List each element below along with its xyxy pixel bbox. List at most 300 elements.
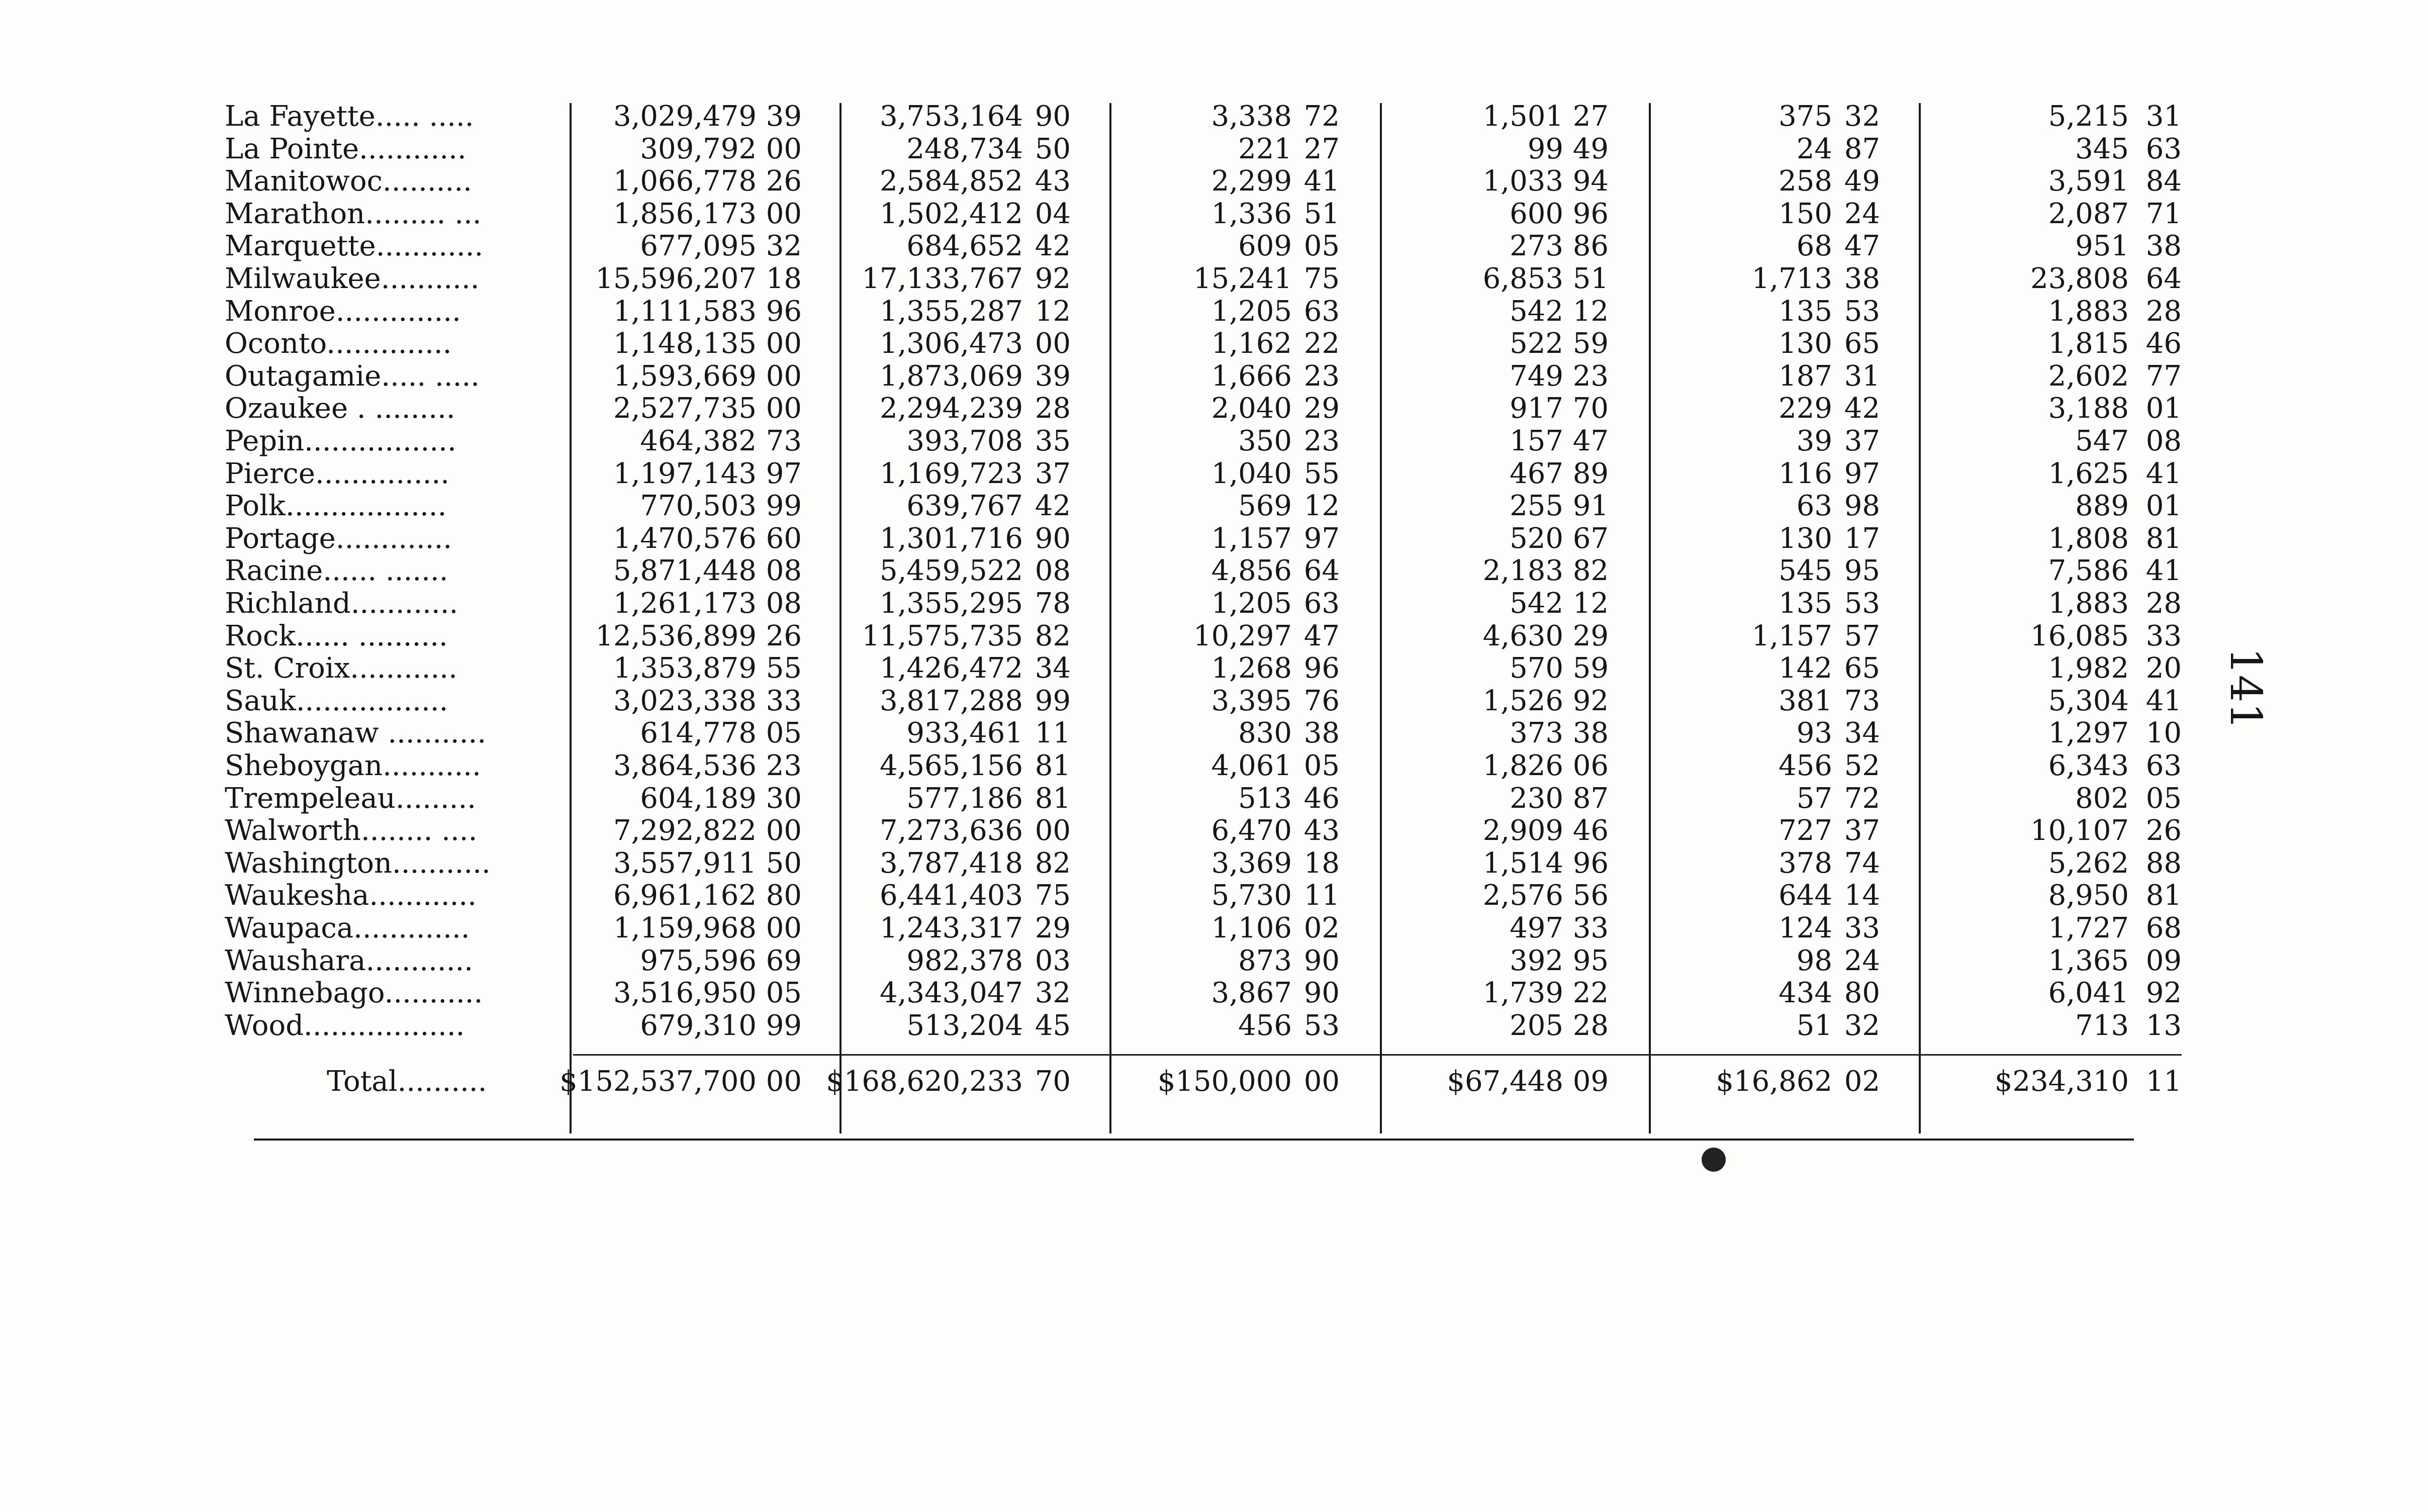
table-cell-cents: 87 — [1572, 782, 1609, 815]
table-cell-dollars: 2,040 — [1211, 392, 1292, 425]
table-cell-cents: 10 — [2145, 717, 2182, 750]
table-cell-cents: 82 — [1035, 619, 1071, 652]
table-cell-cents: 99 — [766, 490, 802, 523]
table-cell-cents: 49 — [1572, 132, 1609, 165]
table-cell-dollars: 51 — [1796, 1009, 1832, 1042]
county-name: Oconto.............. — [225, 328, 452, 360]
table-cell-cents: 33 — [2145, 619, 2182, 652]
table-cell-dollars: 520 — [1510, 522, 1563, 555]
table-cell-dollars: 933,461 — [906, 717, 1023, 750]
table-cell-dollars: 577,186 — [906, 782, 1023, 815]
table-cell-cents: 29 — [1303, 392, 1340, 425]
table-cell-cents: 00 — [766, 359, 802, 393]
table-cell-dollars: 345 — [2075, 132, 2129, 165]
table-cell-cents: 56 — [1572, 879, 1609, 912]
table-cell-dollars: 373 — [1510, 717, 1563, 750]
table-cell-dollars: 6,041 — [2048, 977, 2129, 1010]
table-cell-dollars: 5,215 — [2048, 100, 2129, 133]
table-cell-dollars: 982,378 — [906, 944, 1023, 977]
total-cell-dollars: $16,862 — [1716, 1065, 1832, 1098]
total-cell-cents: 09 — [1572, 1065, 1609, 1098]
table-cell-cents: 82 — [1035, 846, 1071, 880]
county-name: Monroe.............. — [225, 295, 461, 328]
table-cell-cents: 01 — [2145, 490, 2182, 523]
table-cell-dollars: 4,343,047 — [879, 977, 1023, 1010]
table-cell-cents: 81 — [2145, 522, 2182, 555]
table-cell-dollars: 99 — [1527, 132, 1563, 165]
table-cell-dollars: 3,864,536 — [613, 749, 757, 782]
table-cell-dollars: 497 — [1510, 912, 1563, 944]
total-cell-cents: 02 — [1844, 1065, 1880, 1098]
table-cell-cents: 26 — [766, 619, 802, 652]
table-cell-cents: 43 — [1303, 814, 1340, 847]
table-cell-cents: 00 — [766, 132, 802, 165]
table-cell-cents: 50 — [1035, 132, 1071, 165]
table-cell-cents: 38 — [1572, 717, 1609, 750]
table-cell-cents: 73 — [766, 425, 802, 457]
table-cell-cents: 24 — [1844, 197, 1880, 230]
table-cell-dollars: 3,591 — [2048, 165, 2129, 198]
table-cell-cents: 47 — [1844, 230, 1880, 263]
table-cell-dollars: 3,188 — [2048, 392, 2129, 425]
county-name: Shawanaw ........... — [225, 717, 487, 750]
table-cell-dollars: 3,369 — [1211, 846, 1292, 880]
table-cell-dollars: 3,338 — [1211, 100, 1292, 133]
table-cell-dollars: 1,883 — [2048, 587, 2129, 620]
table-cell-dollars: 3,557,911 — [613, 846, 757, 880]
table-cell-dollars: 975,596 — [640, 944, 757, 977]
table-cell-dollars: 802 — [2075, 782, 2129, 815]
county-name: Ozaukee . ......... — [225, 393, 455, 425]
county-name: Wood.................. — [225, 1009, 465, 1042]
table-cell-dollars: 8,950 — [2048, 879, 2129, 912]
county-name: Richland............ — [225, 588, 458, 620]
county-name: Portage............. — [225, 522, 452, 555]
total-cell-dollars: $152,537,700 — [559, 1065, 757, 1098]
county-name: Marquette............ — [225, 230, 484, 263]
table-cell-dollars: 309,792 — [640, 132, 757, 165]
table-cell-cents: 81 — [2145, 879, 2182, 912]
table-cell-cents: 97 — [1844, 457, 1880, 490]
county-name: Polk.................. — [225, 490, 447, 523]
table-cell-cents: 05 — [1303, 230, 1340, 263]
table-cell-cents: 23 — [1303, 359, 1340, 393]
table-cell-cents: 08 — [1035, 554, 1071, 588]
table-cell-dollars: 350 — [1238, 425, 1292, 457]
table-cell-cents: 91 — [1572, 490, 1609, 523]
table-cell-dollars: 157 — [1510, 425, 1563, 457]
table-cell-dollars: 255 — [1510, 490, 1563, 523]
table-cell-cents: 42 — [1035, 230, 1071, 263]
table-cell-cents: 08 — [766, 554, 802, 588]
table-cell-cents: 53 — [1844, 587, 1880, 620]
table-cell-cents: 97 — [766, 457, 802, 490]
table-cell-cents: 63 — [2145, 749, 2182, 782]
table-cell-dollars: 1,873,069 — [879, 359, 1023, 393]
table-cell-dollars: 1,066,778 — [613, 165, 757, 198]
table-cell-cents: 90 — [1303, 944, 1340, 977]
table-cell-dollars: 1,033 — [1482, 165, 1563, 198]
table-cell-dollars: 684,652 — [906, 230, 1023, 263]
table-cell-cents: 22 — [1303, 327, 1340, 360]
table-cell-cents: 30 — [766, 782, 802, 815]
table-cell-cents: 38 — [1303, 717, 1340, 750]
table-cell-dollars: 770,503 — [640, 490, 757, 523]
table-cell-dollars: 3,395 — [1211, 684, 1292, 717]
county-name: Pepin................. — [225, 425, 456, 457]
table-cell-cents: 01 — [2145, 392, 2182, 425]
table-cell-cents: 70 — [1572, 392, 1609, 425]
table-cell-dollars: 1,169,723 — [879, 457, 1023, 490]
table-cell-dollars: 1,268 — [1211, 652, 1292, 685]
table-cell-dollars: 221 — [1238, 132, 1292, 165]
table-cell-cents: 32 — [1844, 1009, 1880, 1042]
table-cell-dollars: 1,205 — [1211, 295, 1292, 328]
county-name: Waushara............ — [225, 944, 474, 977]
table-cell-dollars: 4,061 — [1211, 749, 1292, 782]
table-cell-dollars: 1,355,295 — [879, 587, 1023, 620]
table-cell-cents: 17 — [1844, 522, 1880, 555]
table-cell-dollars: 2,299 — [1211, 165, 1292, 198]
table-cell-cents: 43 — [1035, 165, 1071, 198]
table-cell-dollars: 1,205 — [1211, 587, 1292, 620]
table-cell-cents: 46 — [1572, 814, 1609, 847]
table-cell-dollars: 1,713 — [1751, 262, 1832, 295]
table-cell-dollars: 604,189 — [640, 782, 757, 815]
table-cell-dollars: 7,292,822 — [613, 814, 757, 847]
table-cell-cents: 52 — [1844, 749, 1880, 782]
column-rule — [1109, 103, 1111, 1133]
table-cell-cents: 05 — [766, 977, 802, 1010]
table-cell-dollars: 3,817,288 — [879, 684, 1023, 717]
table-cell-cents: 26 — [766, 165, 802, 198]
table-cell-dollars: 375 — [1779, 100, 1832, 133]
table-cell-dollars: 1,261,173 — [613, 587, 757, 620]
county-name: Manitowoc.......... — [225, 165, 472, 198]
table-cell-cents: 02 — [1303, 912, 1340, 944]
table-cell-dollars: 3,023,338 — [613, 684, 757, 717]
total-cell-dollars: $150,000 — [1157, 1065, 1292, 1098]
table-cell-dollars: 727 — [1779, 814, 1832, 847]
table-cell-cents: 05 — [766, 717, 802, 750]
table-cell-dollars: 1,808 — [2048, 522, 2129, 555]
table-cell-dollars: 1,666 — [1211, 359, 1292, 393]
table-cell-cents: 92 — [1035, 262, 1071, 295]
table-cell-cents: 33 — [766, 684, 802, 717]
table-cell-cents: 96 — [1572, 846, 1609, 880]
table-cell-cents: 00 — [766, 327, 802, 360]
table-cell-cents: 24 — [1844, 944, 1880, 977]
table-cell-cents: 80 — [1844, 977, 1880, 1010]
table-cell-dollars: 393,708 — [906, 425, 1023, 457]
table-cell-cents: 23 — [766, 749, 802, 782]
table-cell-dollars: 248,734 — [906, 132, 1023, 165]
table-cell-cents: 50 — [766, 846, 802, 880]
table-cell-cents: 38 — [1844, 262, 1880, 295]
table-cell-dollars: 570 — [1510, 652, 1563, 685]
table-cell-cents: 39 — [1035, 359, 1071, 393]
table-cell-dollars: 3,867 — [1211, 977, 1292, 1010]
table-cell-cents: 37 — [1844, 425, 1880, 457]
table-cell-dollars: 124 — [1779, 912, 1832, 944]
table-cell-cents: 32 — [1035, 977, 1071, 1010]
table-cell-cents: 23 — [1303, 425, 1340, 457]
table-cell-cents: 09 — [2145, 944, 2182, 977]
table-cell-dollars: 116 — [1779, 457, 1832, 490]
table-cell-dollars: 569 — [1238, 490, 1292, 523]
table-cell-dollars: 6,343 — [2048, 749, 2129, 782]
table-cell-dollars: 150 — [1779, 197, 1832, 230]
table-cell-cents: 05 — [1303, 749, 1340, 782]
table-cell-cents: 31 — [2145, 100, 2182, 133]
ink-blot — [1702, 1148, 1726, 1172]
table-cell-dollars: 542 — [1510, 295, 1563, 328]
table-cell-dollars: 545 — [1779, 554, 1832, 588]
county-name: Milwaukee........... — [225, 263, 480, 295]
table-cell-dollars: 1,040 — [1211, 457, 1292, 490]
table-cell-cents: 88 — [2145, 846, 2182, 880]
table-cell-cents: 57 — [1844, 619, 1880, 652]
county-name: Rock...... .......... — [225, 620, 448, 652]
table-cell-cents: 86 — [1572, 230, 1609, 263]
table-cell-cents: 29 — [1572, 619, 1609, 652]
table-cell-cents: 73 — [1844, 684, 1880, 717]
table-cell-dollars: 39 — [1796, 425, 1832, 457]
table-cell-cents: 00 — [1035, 327, 1071, 360]
table-cell-dollars: 1,856,173 — [613, 197, 757, 230]
table-cell-dollars: 2,909 — [1482, 814, 1563, 847]
table-cell-dollars: 3,029,479 — [613, 100, 757, 133]
table-cell-cents: 71 — [2145, 197, 2182, 230]
table-cell-cents: 51 — [1572, 262, 1609, 295]
table-cell-cents: 84 — [2145, 165, 2182, 198]
table-cell-dollars: 5,730 — [1211, 879, 1292, 912]
table-cell-dollars: 614,778 — [640, 717, 757, 750]
table-cell-cents: 99 — [1035, 684, 1071, 717]
table-cell-dollars: 1,159,968 — [613, 912, 757, 944]
table-cell-cents: 11 — [1303, 879, 1340, 912]
table-cell-cents: 08 — [2145, 425, 2182, 457]
table-cell-cents: 49 — [1844, 165, 1880, 198]
table-cell-dollars: 187 — [1779, 359, 1832, 393]
table-cell-dollars: 2,294,239 — [879, 392, 1023, 425]
table-cell-cents: 34 — [1844, 717, 1880, 750]
county-name: Sheboygan........... — [225, 750, 481, 782]
table-cell-cents: 27 — [1303, 132, 1340, 165]
table-cell-dollars: 4,630 — [1482, 619, 1563, 652]
county-name: Sauk................. — [225, 685, 448, 717]
county-name: Marathon......... ... — [225, 198, 482, 230]
table-cell-cents: 72 — [1844, 782, 1880, 815]
table-cell-dollars: 392 — [1510, 944, 1563, 977]
column-rule — [570, 103, 572, 1133]
table-cell-cents: 90 — [1303, 977, 1340, 1010]
table-cell-cents: 23 — [1572, 359, 1609, 393]
table-cell-cents: 37 — [1844, 814, 1880, 847]
table-cell-cents: 96 — [766, 295, 802, 328]
table-cell-dollars: 513,204 — [906, 1009, 1023, 1042]
table-cell-dollars: 889 — [2075, 490, 2129, 523]
table-cell-cents: 41 — [2145, 684, 2182, 717]
table-cell-dollars: 522 — [1510, 327, 1563, 360]
table-cell-dollars: 1,739 — [1482, 977, 1563, 1010]
table-cell-dollars: 2,527,735 — [613, 392, 757, 425]
table-cell-dollars: 12,536,899 — [595, 619, 757, 652]
table-cell-cents: 12 — [1572, 587, 1609, 620]
table-cell-dollars: 464,382 — [640, 425, 757, 457]
total-cell-cents: 11 — [2145, 1065, 2182, 1098]
table-cell-dollars: 677,095 — [640, 230, 757, 263]
table-cell-cents: 18 — [766, 262, 802, 295]
table-cell-cents: 95 — [1572, 944, 1609, 977]
table-cell-dollars: 1,301,716 — [879, 522, 1023, 555]
table-cell-dollars: 2,183 — [1482, 554, 1563, 588]
table-cell-cents: 75 — [1303, 262, 1340, 295]
column-rule — [1919, 103, 1921, 1133]
table-cell-cents: 90 — [1035, 522, 1071, 555]
table-cell-cents: 81 — [1035, 749, 1071, 782]
county-name: Walworth........ .... — [225, 815, 478, 847]
table-cell-cents: 20 — [2145, 652, 2182, 685]
table-cell-dollars: 1,526 — [1482, 684, 1563, 717]
table-cell-dollars: 456 — [1779, 749, 1832, 782]
table-cell-cents: 82 — [1572, 554, 1609, 588]
total-cell-cents: 00 — [766, 1065, 802, 1098]
table-cell-cents: 87 — [1844, 132, 1880, 165]
table-cell-cents: 12 — [1303, 490, 1340, 523]
table-cell-cents: 63 — [2145, 132, 2182, 165]
table-cell-cents: 32 — [766, 230, 802, 263]
table-cell-cents: 96 — [1303, 652, 1340, 685]
table-cell-cents: 08 — [766, 587, 802, 620]
table-cell-dollars: 3,787,418 — [879, 846, 1023, 880]
table-cell-cents: 77 — [2145, 359, 2182, 393]
table-cell-dollars: 951 — [2075, 230, 2129, 263]
table-cell-dollars: 3,753,164 — [879, 100, 1023, 133]
table-cell-cents: 06 — [1572, 749, 1609, 782]
table-cell-dollars: 644 — [1779, 879, 1832, 912]
table-cell-dollars: 456 — [1238, 1009, 1292, 1042]
table-cell-cents: 98 — [1844, 490, 1880, 523]
table-cell-dollars: 1,982 — [2048, 652, 2129, 685]
table-cell-cents: 12 — [1572, 295, 1609, 328]
table-cell-dollars: 68 — [1796, 230, 1832, 263]
table-cell-dollars: 381 — [1779, 684, 1832, 717]
table-cell-cents: 90 — [1035, 100, 1071, 133]
table-cell-dollars: 7,586 — [2048, 554, 2129, 588]
table-cell-dollars: 16,085 — [2030, 619, 2129, 652]
total-cell-cents: 70 — [1035, 1065, 1071, 1098]
table-cell-cents: 29 — [1035, 912, 1071, 944]
table-cell-dollars: 11,575,735 — [862, 619, 1023, 652]
table-cell-cents: 76 — [1303, 684, 1340, 717]
table-cell-cents: 89 — [1572, 457, 1609, 490]
county-name: St. Croix............ — [225, 652, 457, 685]
table-cell-cents: 92 — [2145, 977, 2182, 1010]
table-cell-cents: 55 — [766, 652, 802, 685]
table-cell-cents: 59 — [1572, 652, 1609, 685]
table-cell-cents: 37 — [1035, 457, 1071, 490]
table-cell-cents: 38 — [2145, 230, 2182, 263]
table-cell-cents: 39 — [766, 100, 802, 133]
table-cell-cents: 75 — [1035, 879, 1071, 912]
table-cell-dollars: 1,111,583 — [613, 295, 757, 328]
table-cell-cents: 22 — [1572, 977, 1609, 1010]
table-cell-dollars: 2,584,852 — [879, 165, 1023, 198]
table-cell-dollars: 1,336 — [1211, 197, 1292, 230]
table-cell-dollars: 1,815 — [2048, 327, 2129, 360]
table-cell-dollars: 1,297 — [2048, 717, 2129, 750]
table-cell-dollars: 98 — [1796, 944, 1832, 977]
table-cell-dollars: 135 — [1779, 295, 1832, 328]
table-cell-dollars: 1,162 — [1211, 327, 1292, 360]
table-cell-dollars: 547 — [2075, 425, 2129, 457]
table-cell-dollars: 23,808 — [2030, 262, 2129, 295]
table-cell-cents: 78 — [1035, 587, 1071, 620]
table-cell-cents: 28 — [2145, 587, 2182, 620]
table-cell-dollars: 1,502,412 — [879, 197, 1023, 230]
table-cell-dollars: 1,157 — [1211, 522, 1292, 555]
table-cell-cents: 65 — [1844, 652, 1880, 685]
table-cell-dollars: 1,353,879 — [613, 652, 757, 685]
table-cell-cents: 12 — [1035, 295, 1071, 328]
table-cell-cents: 55 — [1303, 457, 1340, 490]
table-cell-cents: 64 — [1303, 554, 1340, 588]
total-cell-dollars: $168,620,233 — [826, 1065, 1023, 1098]
table-cell-dollars: 57 — [1796, 782, 1832, 815]
county-name: La Fayette..... ..... — [225, 101, 474, 133]
table-cell-cents: 33 — [1572, 912, 1609, 944]
table-cell-dollars: 15,241 — [1193, 262, 1292, 295]
county-name: La Pointe............ — [225, 133, 466, 165]
table-cell-dollars: 3,516,950 — [613, 977, 757, 1010]
table-cell-cents: 31 — [1844, 359, 1880, 393]
table-cell-dollars: 1,727 — [2048, 912, 2129, 944]
total-label: Total.......... — [327, 1065, 487, 1098]
total-rule — [573, 1054, 2182, 1056]
table-cell-cents: 13 — [2145, 1009, 2182, 1042]
table-cell-cents: 41 — [2145, 457, 2182, 490]
county-name: Waupaca............. — [225, 912, 470, 944]
table-cell-cents: 63 — [1303, 295, 1340, 328]
table-cell-cents: 95 — [1844, 554, 1880, 588]
table-cell-dollars: 6,441,403 — [879, 879, 1023, 912]
table-cell-dollars: 6,470 — [1211, 814, 1292, 847]
table-cell-cents: 00 — [1035, 814, 1071, 847]
column-rule — [1380, 103, 1382, 1133]
table-cell-dollars: 917 — [1510, 392, 1563, 425]
table-cell-cents: 53 — [1303, 1009, 1340, 1042]
table-cell-dollars: 542 — [1510, 587, 1563, 620]
table-cell-dollars: 229 — [1779, 392, 1832, 425]
table-cell-dollars: 2,576 — [1482, 879, 1563, 912]
county-name: Racine...... ....... — [225, 555, 448, 588]
table-cell-cents: 51 — [1303, 197, 1340, 230]
table-cell-dollars: 10,297 — [1193, 619, 1292, 652]
table-cell-cents: 97 — [1303, 522, 1340, 555]
table-cell-dollars: 639,767 — [906, 490, 1023, 523]
table-cell-cents: 28 — [2145, 295, 2182, 328]
table-cell-cents: 41 — [1303, 165, 1340, 198]
table-cell-dollars: 749 — [1510, 359, 1563, 393]
table-cell-dollars: 5,304 — [2048, 684, 2129, 717]
table-cell-dollars: 1,157 — [1751, 619, 1832, 652]
table-cell-dollars: 4,565,156 — [879, 749, 1023, 782]
page-number: 141 — [2220, 647, 2271, 730]
table-cell-dollars: 142 — [1779, 652, 1832, 685]
table-cell-dollars: 600 — [1510, 197, 1563, 230]
table-cell-dollars: 513 — [1238, 782, 1292, 815]
